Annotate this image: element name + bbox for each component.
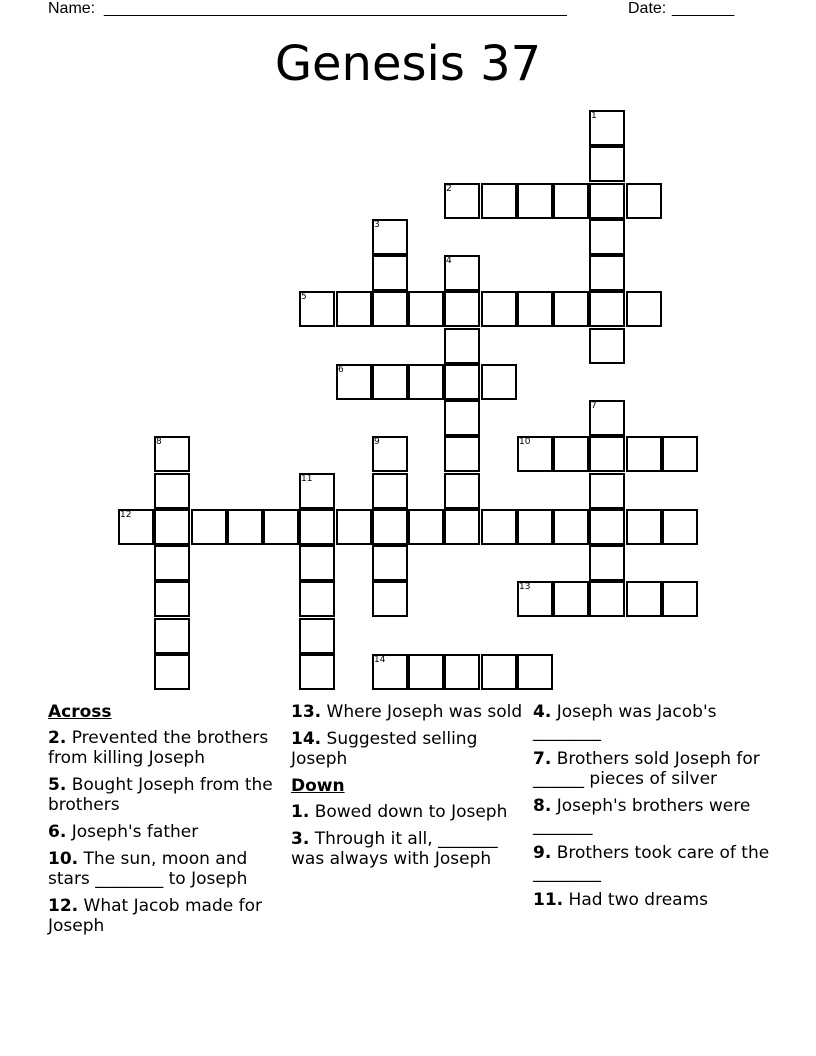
clue-down-9 [533, 843, 773, 883]
clue-across-14 [291, 729, 526, 769]
cell-number-2: 2 [446, 184, 452, 194]
crossword-cell[interactable] [553, 291, 589, 327]
clue-text: Joseph's brothers were _______ [533, 796, 751, 836]
clue-text: Joseph's father [71, 822, 199, 842]
crossword-cell[interactable] [589, 219, 625, 255]
crossword-cell[interactable] [444, 509, 480, 545]
crossword-cell[interactable] [626, 183, 662, 219]
cell-number-11: 11 [301, 474, 313, 484]
crossword-cell[interactable] [589, 291, 625, 327]
crossword-cell[interactable] [589, 509, 625, 545]
cell-number-7: 7 [591, 401, 597, 411]
clue-text: Where Joseph was sold [326, 702, 523, 722]
clue-across-13 [291, 702, 526, 722]
clue-down-1 [291, 802, 526, 822]
clue-down-3 [291, 829, 526, 869]
crossword-cell[interactable] [154, 654, 190, 690]
crossword-cell[interactable] [517, 654, 553, 690]
crossword-cell[interactable] [481, 291, 517, 327]
clue-column-3 [533, 702, 773, 917]
clue-number: 3. [291, 829, 310, 849]
clue-number: 10. [48, 849, 79, 869]
crossword-cell[interactable] [154, 545, 190, 581]
crossword-cell[interactable] [372, 364, 408, 400]
crossword-cell[interactable] [589, 436, 625, 472]
crossword-cell[interactable] [589, 255, 625, 291]
crossword-cell[interactable] [589, 473, 625, 509]
crossword-cell[interactable] [408, 364, 444, 400]
clue-number: 4. [533, 702, 552, 722]
clue-down-7 [533, 749, 773, 789]
clue-number: 11. [533, 890, 564, 910]
clue-number: 9. [533, 843, 552, 863]
clue-across-12 [48, 896, 280, 936]
clue-number: 8. [533, 796, 552, 816]
clue-number: 6. [48, 822, 67, 842]
crossword-cell[interactable] [191, 509, 227, 545]
crossword-cell[interactable] [408, 654, 444, 690]
crossword-cell[interactable] [154, 473, 190, 509]
clue-text: Had two dreams [568, 890, 709, 910]
clue-text: Brothers took care of the ________ [533, 843, 770, 883]
clue-text: Bought Joseph from the brothers [48, 775, 273, 815]
down-heading: Down [291, 776, 345, 796]
clue-text: The sun, moon and stars ________ to Joseph [48, 849, 248, 889]
crossword-cell[interactable] [336, 291, 372, 327]
crossword-cell[interactable] [553, 509, 589, 545]
cell-number-14: 14 [374, 655, 386, 665]
clue-text: Prevented the brothers from killing Joseph [48, 728, 269, 768]
crossword-cell[interactable] [481, 183, 517, 219]
crossword-cell[interactable] [154, 509, 190, 545]
clue-number: 7. [533, 749, 552, 769]
clue-down-11 [533, 890, 773, 910]
crossword-cell[interactable] [444, 328, 480, 364]
crossword-cell[interactable] [299, 618, 335, 654]
crossword-cell[interactable] [481, 364, 517, 400]
crossword-cell[interactable] [626, 581, 662, 617]
cell-number-5: 5 [301, 292, 307, 302]
date-line[interactable]: _______ [672, 0, 735, 17]
crossword-cell[interactable] [444, 473, 480, 509]
crossword-cell[interactable] [589, 545, 625, 581]
crossword-cell[interactable] [444, 400, 480, 436]
crossword-cell[interactable] [662, 436, 698, 472]
crossword-cell[interactable] [481, 509, 517, 545]
name-label: Name: [48, 0, 96, 17]
crossword-cell[interactable] [517, 509, 553, 545]
cell-number-8: 8 [156, 437, 162, 447]
clue-number: 2. [48, 728, 67, 748]
crossword-cell[interactable] [662, 581, 698, 617]
crossword-cell[interactable] [444, 436, 480, 472]
cell-number-6: 6 [338, 365, 344, 375]
crossword-cell[interactable] [299, 509, 335, 545]
crossword-cell[interactable] [589, 183, 625, 219]
crossword-cell[interactable] [299, 654, 335, 690]
cell-number-1: 1 [591, 111, 597, 121]
crossword-cell[interactable] [626, 291, 662, 327]
crossword-cell[interactable] [408, 509, 444, 545]
clue-text: Joseph was Jacob's ________ [533, 702, 717, 742]
clue-down-8 [533, 796, 773, 836]
crossword-cell[interactable] [299, 545, 335, 581]
crossword-cell[interactable] [372, 291, 408, 327]
clue-text: Bowed down to Joseph [314, 802, 508, 822]
cell-number-3: 3 [374, 220, 380, 230]
cell-number-10: 10 [519, 437, 531, 447]
clue-column-1 [48, 702, 280, 943]
clue-text: Suggested selling Joseph [291, 729, 478, 769]
crossword-cell[interactable] [444, 654, 480, 690]
crossword-cell[interactable] [626, 436, 662, 472]
crossword-cell[interactable] [589, 146, 625, 182]
clue-number: 12. [48, 896, 79, 916]
clue-across-10 [48, 849, 280, 889]
clue-down-4 [533, 702, 773, 742]
clue-text: Through it all, _______ was always with Joseph [291, 829, 498, 869]
clue-number: 13. [291, 702, 322, 722]
crossword-cell[interactable] [372, 255, 408, 291]
clue-across-6 [48, 822, 280, 842]
clue-number: 1. [291, 802, 310, 822]
clue-number: 5. [48, 775, 67, 795]
crossword-cell[interactable] [662, 509, 698, 545]
crossword-cell[interactable] [372, 509, 408, 545]
cell-number-13: 13 [519, 582, 531, 592]
clue-text: Brothers sold Joseph for ______ pieces of silver [533, 749, 760, 789]
crossword-cell[interactable] [553, 183, 589, 219]
cell-number-12: 12 [120, 510, 132, 520]
crossword-cell[interactable] [553, 581, 589, 617]
crossword-cell[interactable] [372, 581, 408, 617]
crossword-cell[interactable] [444, 291, 480, 327]
page-title: Genesis 37 [274, 36, 542, 92]
crossword-cell[interactable] [299, 581, 335, 617]
cell-number-9: 9 [374, 437, 380, 447]
crossword-cell[interactable] [154, 581, 190, 617]
crossword-cell[interactable] [408, 291, 444, 327]
crossword-cell[interactable] [517, 183, 553, 219]
crossword-cell[interactable] [336, 509, 372, 545]
clue-text: What Jacob made for Joseph [48, 896, 262, 936]
crossword-cell[interactable] [263, 509, 299, 545]
crossword-cell[interactable] [626, 509, 662, 545]
date-label: Date: [628, 0, 667, 17]
crossword-cell[interactable] [481, 654, 517, 690]
crossword-cell[interactable] [589, 328, 625, 364]
crossword-cell[interactable] [372, 473, 408, 509]
crossword-cell[interactable] [589, 581, 625, 617]
clue-across-5 [48, 775, 280, 815]
crossword-cell[interactable] [227, 509, 263, 545]
cell-number-4: 4 [446, 256, 452, 266]
crossword-cell[interactable] [372, 545, 408, 581]
clue-column-2 [291, 702, 526, 876]
crossword-cell[interactable] [444, 364, 480, 400]
clue-across-2 [48, 728, 280, 768]
name-line[interactable]: ____________________________________________________ [104, 0, 567, 17]
crossword-cell[interactable] [154, 618, 190, 654]
across-heading: Across [48, 702, 112, 722]
crossword-cell[interactable] [553, 436, 589, 472]
crossword-cell[interactable] [517, 291, 553, 327]
clue-number: 14. [291, 729, 322, 749]
